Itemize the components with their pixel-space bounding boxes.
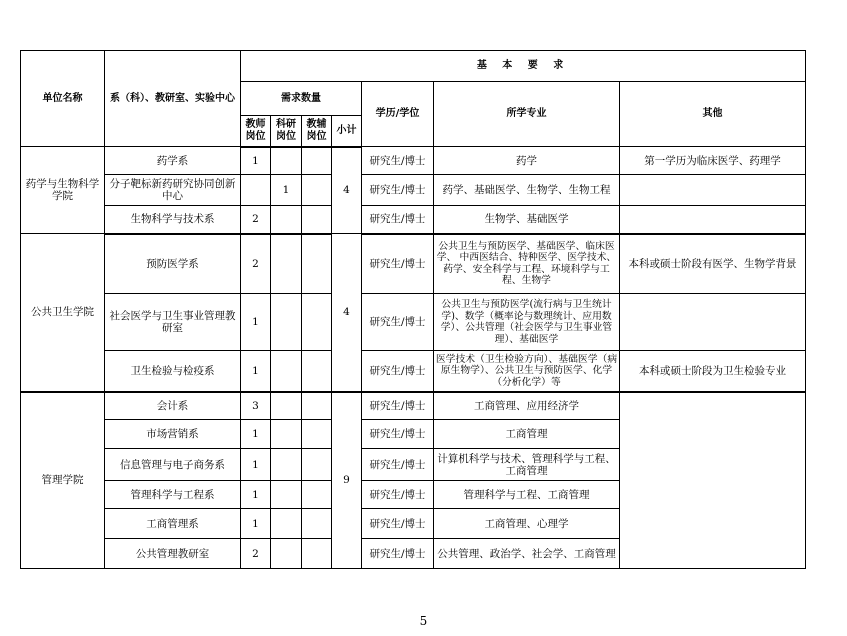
- dept-cell: 管理科学与工程系: [105, 481, 241, 509]
- teacher-count: 2: [241, 539, 271, 569]
- header-unit-name: 单位名称: [21, 51, 105, 147]
- teacher-count: 2: [241, 234, 271, 294]
- research-count: [271, 539, 302, 569]
- teacher-count: 2: [241, 206, 271, 234]
- other-cell: [620, 392, 806, 569]
- assist-count: [302, 351, 332, 392]
- header-research-post: 科研岗位: [271, 116, 302, 147]
- research-count: [271, 392, 302, 420]
- assist-count: [302, 509, 332, 539]
- assist-count: [302, 234, 332, 294]
- degree-cell: 研究生/博士: [362, 420, 434, 449]
- other-cell: 第一学历为临床医学、药理学: [620, 147, 806, 175]
- major-cell: 计算机科学与技术、管理科学与工程、工商管理: [434, 449, 620, 481]
- degree-cell: 研究生/博士: [362, 206, 434, 234]
- major-cell: 药学: [434, 147, 620, 175]
- research-count: [271, 206, 302, 234]
- other-cell: [620, 206, 806, 234]
- major-cell: 医学技术（卫生检验方向）、基础医学（病原生物学）、公共卫生与预防医学、化学（分析化学）等: [434, 351, 620, 392]
- assist-count: [302, 206, 332, 234]
- major-cell: 公共管理、政治学、社会学、工商管理: [434, 539, 620, 569]
- dept-cell: 社会医学与卫生事业管理教研室: [105, 294, 241, 351]
- subtotal-cell: 9: [332, 392, 362, 569]
- degree-cell: 研究生/博士: [362, 351, 434, 392]
- degree-cell: 研究生/博士: [362, 147, 434, 175]
- teacher-count: 1: [241, 351, 271, 392]
- degree-cell: 研究生/博士: [362, 175, 434, 206]
- page-number: 5: [419, 614, 428, 628]
- dept-cell: 市场营销系: [105, 420, 241, 449]
- assist-count: [302, 147, 332, 175]
- assist-count: [302, 539, 332, 569]
- major-cell: 公共卫生与预防医学、基础医学、临床医学、 中西医结合、特种医学、医学技术、药学、安全科学与工程、环境科学与工程、生物学: [434, 234, 620, 294]
- major-cell: 药学、基础医学、生物学、生物工程: [434, 175, 620, 206]
- degree-cell: 研究生/博士: [362, 509, 434, 539]
- assist-count: [302, 175, 332, 206]
- research-count: [271, 509, 302, 539]
- header-department: 系（科）、教研室、实验中心: [105, 51, 241, 147]
- research-count: [271, 234, 302, 294]
- dept-cell: 公共管理教研室: [105, 539, 241, 569]
- research-count: [271, 294, 302, 351]
- teacher-count: 1: [241, 420, 271, 449]
- other-cell: 本科或硕士阶段为卫生检验专业: [620, 351, 806, 392]
- teacher-count: 1: [241, 147, 271, 175]
- major-cell: 生物学、基础医学: [434, 206, 620, 234]
- teacher-count: 3: [241, 392, 271, 420]
- header-assist-post: 教辅岗位: [302, 116, 332, 147]
- header-degree: 学历/学位: [362, 82, 434, 147]
- degree-cell: 研究生/博士: [362, 449, 434, 481]
- dept-cell: 工商管理系: [105, 509, 241, 539]
- header-other: 其他: [620, 82, 806, 147]
- assist-count: [302, 294, 332, 351]
- recruitment-table: [20, 50, 806, 569]
- assist-count: [302, 449, 332, 481]
- research-count: [271, 420, 302, 449]
- other-cell: [620, 294, 806, 351]
- teacher-count: 1: [241, 294, 271, 351]
- major-cell: 工商管理: [434, 420, 620, 449]
- unit-cell: 管理学院: [21, 392, 105, 569]
- subtotal-cell: 4: [332, 234, 362, 392]
- dept-cell: 卫生检验与检疫系: [105, 351, 241, 392]
- research-count: [271, 449, 302, 481]
- degree-cell: 研究生/博士: [362, 392, 434, 420]
- assist-count: [302, 481, 332, 509]
- unit-cell: 药学与生物科学学院: [21, 147, 105, 234]
- major-cell: 工商管理、心理学: [434, 509, 620, 539]
- unit-cell: 公共卫生学院: [21, 234, 105, 392]
- dept-cell: 信息管理与电子商务系: [105, 449, 241, 481]
- teacher-count: 1: [241, 481, 271, 509]
- major-cell: 管理科学与工程、工商管理: [434, 481, 620, 509]
- teacher-count: [241, 175, 271, 206]
- assist-count: [302, 420, 332, 449]
- header-teacher-post: 教师岗位: [241, 116, 271, 147]
- dept-cell: 生物科学与技术系: [105, 206, 241, 234]
- teacher-count: 1: [241, 449, 271, 481]
- subtotal-cell: 4: [332, 147, 362, 234]
- header-demand-count: 需求数量: [241, 82, 362, 116]
- other-cell: 本科或硕士阶段有医学、生物学背景: [620, 234, 806, 294]
- dept-cell: 药学系: [105, 147, 241, 175]
- degree-cell: 研究生/博士: [362, 294, 434, 351]
- dept-cell: 预防医学系: [105, 234, 241, 294]
- header-major: 所学专业: [434, 82, 620, 147]
- other-cell: [620, 175, 806, 206]
- major-cell: 工商管理、应用经济学: [434, 392, 620, 420]
- degree-cell: 研究生/博士: [362, 539, 434, 569]
- dept-cell: 会计系: [105, 392, 241, 420]
- degree-cell: 研究生/博士: [362, 234, 434, 294]
- research-count: [271, 481, 302, 509]
- header-basic-requirements: 基 本 要 求: [241, 51, 806, 82]
- dept-cell: 分子靶标新药研究协同创新中心: [105, 175, 241, 206]
- teacher-count: 1: [241, 509, 271, 539]
- research-count: [271, 351, 302, 392]
- header-subtotal: 小计: [332, 116, 362, 147]
- research-count: [271, 147, 302, 175]
- major-cell: 公共卫生与预防医学(流行病与卫生统计学)、数学（概率论与数理统计、应用数学）、公共管理（社会医学与卫生事业管理）、基础医学: [434, 294, 620, 351]
- research-count: 1: [271, 175, 302, 206]
- degree-cell: 研究生/博士: [362, 481, 434, 509]
- assist-count: [302, 392, 332, 420]
